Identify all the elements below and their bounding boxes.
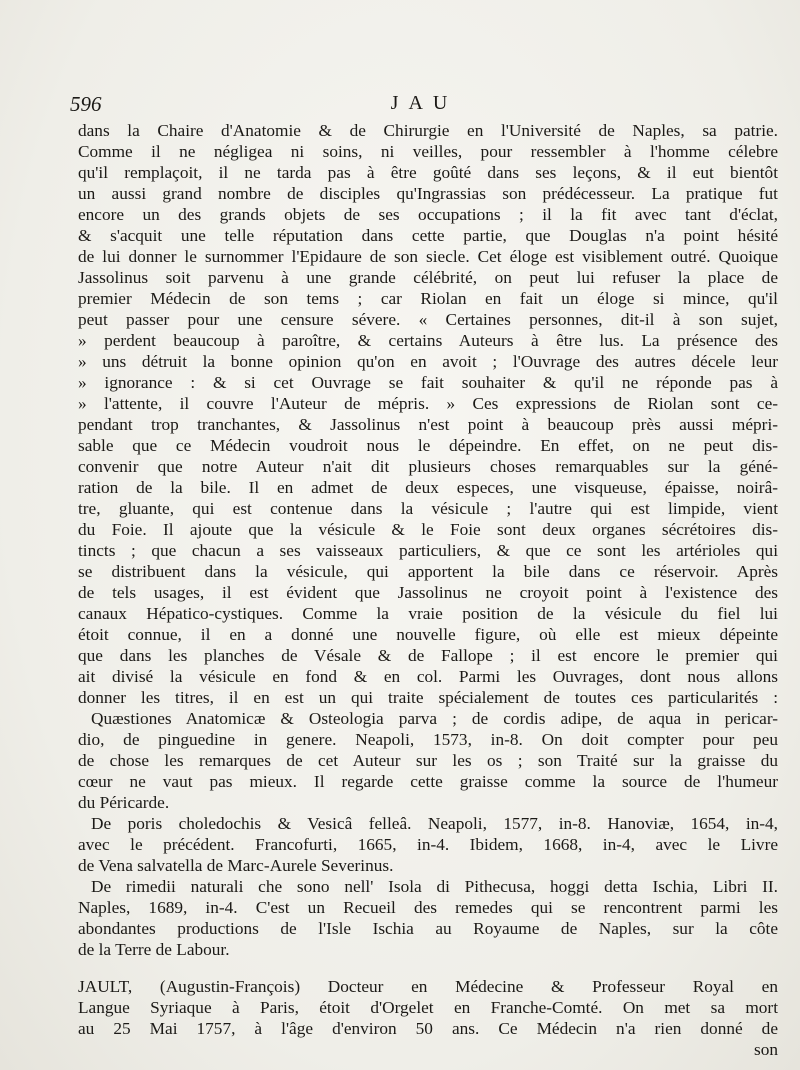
text-line: Quæstiones Anatomicæ & Osteologia parva ; de cordis adipe, de aqua in pericar- [91, 709, 778, 728]
text-line: au 25 Mai 1757, à l'âge d'environ 50 ans. Ce Médecin n'a rien donné de [78, 1019, 778, 1038]
text-line: de chose les remarques de cet Auteur sur les os ; son Traité sur la graisse du [78, 751, 778, 770]
text-line: du Foie. Il ajoute que la vésicule & le Foie sont deux organes sécrétoires dis- [78, 520, 778, 539]
text-line: premier Médecin de son tems ; car Riolan en fait un éloge si mince, qu'il [78, 289, 778, 308]
body-text [78, 120, 778, 1060]
text-line: tre, gluante, qui est contenue dans la vésicule ; l'autre qui est limpide, vient [78, 499, 778, 518]
text-line: son [753, 1040, 778, 1059]
text-line: De rimedii naturali che sono nell' Isola di Pithecusa, hoggi detta Ischia, Libri II. [91, 877, 778, 896]
text-line: étoit connue, il en a donné une nouvelle figure, où elle est mieux dépeinte [78, 625, 778, 644]
text-line: encore un des grands objets de ses occupations ; il la fit avec tant d'éclat, [78, 205, 778, 224]
text-line: » perdent beaucoup à paroître, & certains Auteurs à être lus. La présence des [78, 331, 778, 350]
text-line: donner les titres, il en est un qui traite spécialement de toutes ces particularités : [78, 688, 778, 707]
text-line: de Vena salvatella de Marc-Aurele Severinus. [78, 856, 394, 875]
page-number: 596 [70, 92, 102, 116]
text-line: peut passer pour une censure sévere. « Certaines personnes, dit-il à son sujet, [78, 310, 778, 329]
text-line: » uns détruit la bonne opinion qu'on en avoit ; l'Ouvrage des autres décele leur [78, 352, 778, 371]
text-line: de la Terre de Labour. [78, 940, 230, 959]
text-line: canaux Hépatico-cystiques. Comme la vraie position de la vésicule du fiel lui [78, 604, 778, 623]
text-line: sable que ce Médecin voudroit nous le dépeindre. En effet, on ne peut dis- [78, 436, 778, 455]
paragraph-gap [78, 960, 778, 976]
text-line: Langue Syriaque à Paris, étoit d'Orgelet en Franche-Comté. On met sa mort [78, 998, 778, 1017]
text-line: pendant trop tranchantes, & Jassolinus n'est point à beaucoup près aussi mépri- [78, 415, 778, 434]
text-line: Naples, 1689, in-4. C'est un Recueil des remedes qui se rencontrent parmi les [78, 898, 778, 917]
text-line: Jassolinus soit parvenu à une grande célébrité, on peut lui refuser la place de [78, 268, 778, 287]
text-line: dio, de pinguedine in genere. Neapoli, 1573, in-8. On doit compter pour peu [78, 730, 778, 749]
text-line: » ignorance : & si cet Ouvrage se fait souhaiter & qu'il ne réponde pas à [78, 373, 778, 392]
text-line: cœur ne vaut pas mieux. Il regarde cette graisse comme la source de l'humeur [78, 772, 778, 791]
text-line: De poris choledochis & Vesicâ felleâ. Neapoli, 1577, in-8. Hanoviæ, 1654, in-4, [91, 814, 778, 833]
text-line: que dans les planches de Vésale & de Fallope ; il est encore le premier qui [78, 646, 778, 665]
text-line: » l'attente, il couvre l'Auteur de mépris. » Ces expressions de Riolan sont ce- [78, 394, 778, 413]
text-line: ration de la bile. Il en admet de deux especes, une visqueuse, épaisse, noirâ- [78, 478, 778, 497]
text-line: un aussi grand nombre de disciples qu'Ingrassias son prédécesseur. La pratique fut [78, 184, 778, 203]
text-line: tincts ; que chacun a ses vaisseaux particuliers, & que ce sont les artérioles qui [78, 541, 778, 560]
text-line: se distribuent dans la vésicule, qui apportent la bile dans ce réservoir. Après [78, 562, 778, 581]
text-line: de tels usages, il est évident que Jassolinus ne croyoit point à l'existence des [78, 583, 778, 602]
text-line: convenir que notre Auteur n'ait dit plusieurs choses remarquables sur la géné- [78, 457, 778, 476]
text-line: avec le précédent. Francofurti, 1665, in-4. Ibidem, 1668, in-4, avec le Livre [78, 835, 778, 854]
text-line: du Péricarde. [78, 793, 170, 812]
text-line: Comme il ne négligea ni soins, ni veilles, pour ressembler à l'homme célebre [78, 142, 778, 161]
text-line: ait divisé la vésicule en fond & en col. Parmi les Ouvrages, dont nous allons [78, 667, 778, 686]
text-line: dans la Chaire d'Anatomie & de Chirurgie en l'Université de Naples, sa patrie. [78, 121, 778, 140]
text-line: & s'acquit une telle réputation dans cette partie, que Douglas n'a point hésité [78, 226, 778, 245]
text-line: qu'il remplaçoit, il ne tarda pas à être goûté dans ses leçons, & il eut bientôt [78, 163, 778, 182]
text-line: JAULT, (Augustin-François) Docteur en Médecine & Professeur Royal en [78, 977, 778, 996]
text-line: abondantes productions de l'Isle Ischia au Royaume de Naples, sur la côte [78, 919, 778, 938]
text-line: de lui donner le surnommer l'Epidaure de son siecle. Cet éloge est visiblement outré. Quoique [78, 247, 778, 266]
page-header [70, 92, 778, 122]
running-head: JAU [390, 92, 458, 114]
